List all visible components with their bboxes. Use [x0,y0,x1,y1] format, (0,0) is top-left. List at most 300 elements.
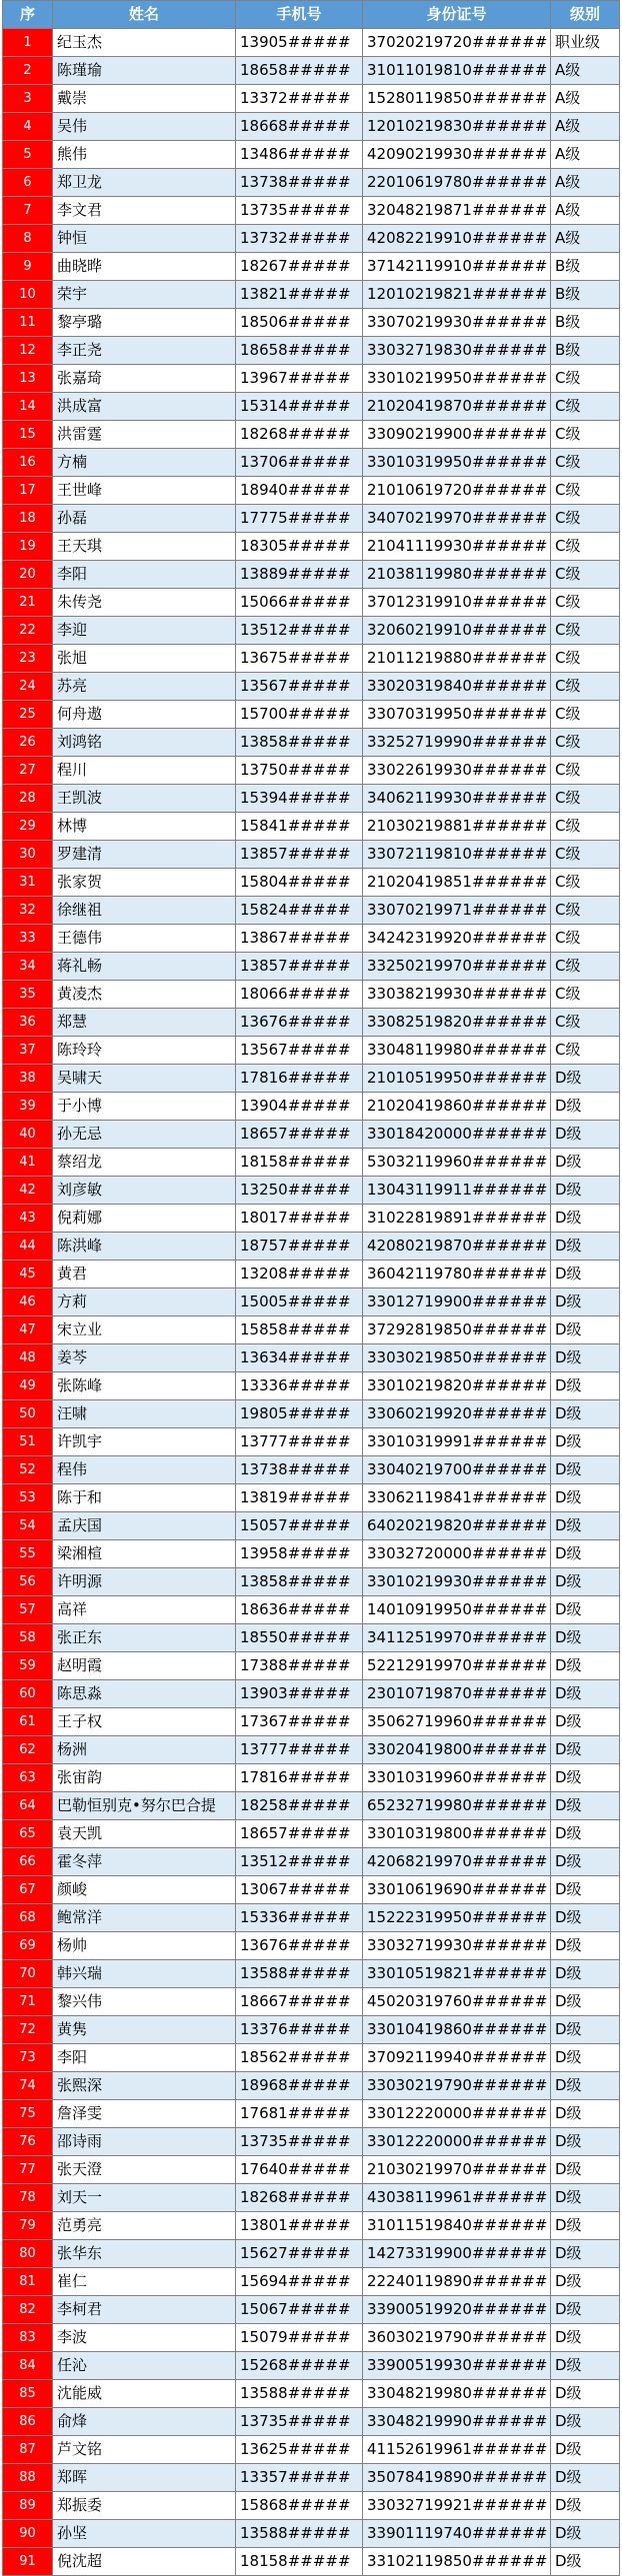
cell-level[interactable]: A级 [551,57,620,85]
cell-phone[interactable]: 15700##### [236,701,363,729]
cell-name[interactable]: 王子权 [53,1708,236,1736]
cell-level[interactable]: D级 [551,2100,620,2128]
cell-name[interactable]: 邵诗雨 [53,2128,236,2156]
cell-name[interactable]: 俞烽 [53,2408,236,2436]
cell-id-number[interactable]: 33082519820###### [363,1009,551,1037]
cell-level[interactable]: D级 [551,1540,620,1568]
cell-level[interactable]: D级 [551,1988,620,2016]
cell-index[interactable]: 67 [3,1876,53,1904]
cell-id-number[interactable]: 33250219970###### [363,953,551,981]
cell-index[interactable]: 7 [3,197,53,225]
cell-name[interactable]: 苏亮 [53,673,236,701]
cell-index[interactable]: 44 [3,1233,53,1261]
cell-phone[interactable]: 13857##### [236,953,363,981]
cell-phone[interactable]: 13706##### [236,449,363,477]
cell-index[interactable]: 21 [3,589,53,617]
cell-name[interactable]: 郑慧 [53,1009,236,1037]
cell-index[interactable]: 31 [3,869,53,897]
cell-level[interactable]: D级 [551,2240,620,2268]
cell-level[interactable]: C级 [551,645,620,673]
cell-name[interactable]: 李迎 [53,617,236,645]
cell-phone[interactable]: 13735##### [236,197,363,225]
cell-index[interactable]: 48 [3,1344,53,1372]
cell-index[interactable]: 64 [3,1792,53,1820]
cell-id-number[interactable]: 37092119940###### [363,2044,551,2072]
cell-id-number[interactable]: 31011519840###### [363,2212,551,2240]
cell-level[interactable]: C级 [551,841,620,869]
cell-name[interactable]: 程伟 [53,1456,236,1484]
cell-phone[interactable]: 17388##### [236,1652,363,1680]
cell-level[interactable]: D级 [551,1484,620,1512]
cell-name[interactable]: 宋立业 [53,1316,236,1344]
cell-id-number[interactable]: 33030219790###### [363,2072,551,2100]
cell-level[interactable]: A级 [551,113,620,141]
cell-id-number[interactable]: 33022619930###### [363,757,551,785]
cell-name[interactable]: 李波 [53,2324,236,2352]
cell-level[interactable]: B级 [551,253,620,281]
cell-phone[interactable]: 17775##### [236,505,363,533]
cell-level[interactable]: D级 [551,1093,620,1121]
cell-phone[interactable]: 13357##### [236,2464,363,2492]
cell-name[interactable]: 李柯君 [53,2296,236,2324]
cell-phone[interactable]: 13567##### [236,673,363,701]
cell-name[interactable]: 芦文铭 [53,2436,236,2464]
cell-name[interactable]: 孙磊 [53,505,236,533]
cell-id-number[interactable]: 33010519821###### [363,1960,551,1988]
cell-index[interactable]: 41 [3,1149,53,1177]
cell-name[interactable]: 陈瑾瑜 [53,57,236,85]
cell-level[interactable]: D级 [551,2436,620,2464]
cell-level[interactable]: D级 [551,1596,620,1624]
cell-level[interactable]: D级 [551,1876,620,1904]
cell-phone[interactable]: 19805##### [236,1400,363,1428]
cell-level[interactable]: C级 [551,981,620,1009]
cell-index[interactable]: 57 [3,1596,53,1624]
cell-phone[interactable]: 13858##### [236,729,363,757]
cell-level[interactable]: C级 [551,757,620,785]
cell-index[interactable]: 5 [3,141,53,169]
cell-index[interactable]: 87 [3,2436,53,2464]
cell-name[interactable]: 蔡绍龙 [53,1149,236,1177]
cell-name[interactable]: 倪莉娜 [53,1205,236,1233]
cell-name[interactable]: 曲晓晔 [53,253,236,281]
cell-level[interactable]: D级 [551,2464,620,2492]
cell-phone[interactable]: 13777##### [236,1428,363,1456]
cell-index[interactable]: 52 [3,1456,53,1484]
cell-level[interactable]: D级 [551,1904,620,1932]
cell-id-number[interactable]: 33010219820###### [363,1372,551,1400]
cell-index[interactable]: 79 [3,2212,53,2240]
cell-level[interactable]: C级 [551,561,620,589]
cell-level[interactable]: C级 [551,673,620,701]
cell-name[interactable]: 鲍常洋 [53,1904,236,1932]
cell-id-number[interactable]: 37142119910###### [363,253,551,281]
cell-level[interactable]: C级 [551,785,620,813]
cell-name[interactable]: 韩兴瑞 [53,1960,236,1988]
cell-level[interactable]: A级 [551,169,620,197]
cell-name[interactable]: 许凯宇 [53,1428,236,1456]
cell-name[interactable]: 黄隽 [53,2016,236,2044]
cell-index[interactable]: 74 [3,2072,53,2100]
cell-id-number[interactable]: 33010619690###### [363,1876,551,1904]
cell-name[interactable]: 何舟遨 [53,701,236,729]
cell-id-number[interactable]: 33070219930###### [363,309,551,337]
cell-phone[interactable]: 15067##### [236,2296,363,2324]
cell-name[interactable]: 杨洲 [53,1736,236,1764]
cell-id-number[interactable]: 33038219930###### [363,981,551,1009]
cell-phone[interactable]: 13735##### [236,2128,363,2156]
cell-index[interactable]: 84 [3,2352,53,2380]
cell-index[interactable]: 45 [3,1261,53,1288]
cell-phone[interactable]: 18668##### [236,113,363,141]
cell-id-number[interactable]: 33070219971###### [363,897,551,925]
cell-phone[interactable]: 17640##### [236,2156,363,2184]
cell-name[interactable]: 洪雷霆 [53,421,236,449]
cell-level[interactable]: C级 [551,365,620,393]
cell-phone[interactable]: 13821##### [236,281,363,309]
header-id-number[interactable]: 身份证号 [363,1,551,29]
cell-id-number[interactable]: 33010319991###### [363,1428,551,1456]
cell-id-number[interactable]: 21020419860###### [363,1093,551,1121]
cell-id-number[interactable]: 33032719930###### [363,1932,551,1960]
cell-index[interactable]: 71 [3,1988,53,2016]
cell-name[interactable]: 陈思淼 [53,1680,236,1708]
cell-phone[interactable]: 15868##### [236,2492,363,2520]
cell-name[interactable]: 刘鸿铭 [53,729,236,757]
cell-index[interactable]: 37 [3,1037,53,1065]
cell-index[interactable]: 53 [3,1484,53,1512]
cell-id-number[interactable]: 37012319910###### [363,589,551,617]
cell-name[interactable]: 颜峻 [53,1876,236,1904]
cell-index[interactable]: 65 [3,1820,53,1848]
cell-level[interactable]: D级 [551,1177,620,1205]
cell-name[interactable]: 张嘉琦 [53,365,236,393]
cell-level[interactable]: D级 [551,2380,620,2408]
cell-id-number[interactable]: 33252719990###### [363,729,551,757]
cell-id-number[interactable]: 34070219970###### [363,505,551,533]
cell-level[interactable]: D级 [551,1261,620,1288]
cell-phone[interactable]: 13735##### [236,2408,363,2436]
cell-phone[interactable]: 13967##### [236,365,363,393]
cell-id-number[interactable]: 21030219881###### [363,813,551,841]
cell-index[interactable]: 33 [3,925,53,953]
cell-phone[interactable]: 13738##### [236,1456,363,1484]
cell-name[interactable]: 陈玲玲 [53,1037,236,1065]
cell-id-number[interactable]: 21038119980###### [363,561,551,589]
cell-index[interactable]: 8 [3,225,53,253]
cell-id-number[interactable]: 33012719900###### [363,1288,551,1316]
cell-id-number[interactable]: 21030219970###### [363,2156,551,2184]
cell-name[interactable]: 洪成富 [53,393,236,421]
cell-level[interactable]: C级 [551,813,620,841]
header-name[interactable]: 姓名 [53,1,236,29]
cell-level[interactable]: A级 [551,225,620,253]
cell-phone[interactable]: 13676##### [236,1932,363,1960]
cell-index[interactable]: 6 [3,169,53,197]
cell-phone[interactable]: 15057##### [236,1512,363,1540]
cell-level[interactable]: D级 [551,2072,620,2100]
cell-phone[interactable]: 15066##### [236,589,363,617]
cell-index[interactable]: 47 [3,1316,53,1344]
cell-phone[interactable]: 18657##### [236,1121,363,1149]
cell-index[interactable]: 30 [3,841,53,869]
cell-id-number[interactable]: 21020419870###### [363,393,551,421]
cell-name[interactable]: 黄君 [53,1261,236,1288]
cell-index[interactable]: 82 [3,2296,53,2324]
cell-phone[interactable]: 15005##### [236,1288,363,1316]
cell-name[interactable]: 沈能威 [53,2380,236,2408]
cell-level[interactable]: C级 [551,953,620,981]
cell-id-number[interactable]: 33018420000###### [363,1121,551,1149]
cell-index[interactable]: 59 [3,1652,53,1680]
cell-level[interactable]: A级 [551,197,620,225]
cell-level[interactable]: D级 [551,2128,620,2156]
cell-name[interactable]: 张旭 [53,645,236,673]
cell-index[interactable]: 68 [3,1904,53,1932]
cell-index[interactable]: 63 [3,1764,53,1792]
cell-id-number[interactable]: 37020219720###### [363,29,551,57]
cell-level[interactable]: D级 [551,1624,620,1652]
cell-phone[interactable]: 13675##### [236,645,363,673]
cell-id-number[interactable]: 43038119961###### [363,2184,551,2212]
cell-id-number[interactable]: 22010619780###### [363,169,551,197]
cell-name[interactable]: 张天澄 [53,2156,236,2184]
cell-index[interactable]: 46 [3,1288,53,1316]
cell-index[interactable]: 3 [3,85,53,113]
cell-name[interactable]: 孙坚 [53,2520,236,2548]
cell-phone[interactable]: 18658##### [236,57,363,85]
cell-id-number[interactable]: 35078419890###### [363,2464,551,2492]
cell-phone[interactable]: 18658##### [236,337,363,365]
cell-index[interactable]: 26 [3,729,53,757]
cell-name[interactable]: 霍冬萍 [53,1848,236,1876]
cell-phone[interactable]: 15858##### [236,1316,363,1344]
cell-phone[interactable]: 18636##### [236,1596,363,1624]
cell-level[interactable]: D级 [551,1288,620,1316]
cell-name[interactable]: 王天琪 [53,533,236,561]
cell-index[interactable]: 24 [3,673,53,701]
cell-index[interactable]: 14 [3,393,53,421]
cell-name[interactable]: 李阳 [53,561,236,589]
cell-phone[interactable]: 13867##### [236,925,363,953]
cell-name[interactable]: 张陈峰 [53,1372,236,1400]
cell-name[interactable]: 熊伟 [53,141,236,169]
cell-phone[interactable]: 18158##### [236,1149,363,1177]
cell-name[interactable]: 戴崇 [53,85,236,113]
cell-name[interactable]: 郑振委 [53,2492,236,2520]
cell-level[interactable]: D级 [551,1428,620,1456]
cell-id-number[interactable]: 33102119850###### [363,2548,551,2576]
cell-id-number[interactable]: 21020419851###### [363,869,551,897]
cell-level[interactable]: C级 [551,1037,620,1065]
cell-phone[interactable]: 13738##### [236,169,363,197]
cell-id-number[interactable]: 32048219871###### [363,197,551,225]
cell-index[interactable]: 54 [3,1512,53,1540]
cell-id-number[interactable]: 42080219870###### [363,1233,551,1261]
cell-id-number[interactable]: 34062119930###### [363,785,551,813]
cell-level[interactable]: D级 [551,2212,620,2240]
cell-name[interactable]: 姜芩 [53,1344,236,1372]
cell-id-number[interactable]: 52212919970###### [363,1652,551,1680]
cell-phone[interactable]: 15394##### [236,785,363,813]
cell-id-number[interactable]: 33901119740###### [363,2520,551,2548]
cell-id-number[interactable]: 31022819891###### [363,1205,551,1233]
cell-id-number[interactable]: 33012220000###### [363,2128,551,2156]
cell-name[interactable]: 黎兴伟 [53,1988,236,2016]
cell-id-number[interactable]: 13043119911###### [363,1177,551,1205]
header-level[interactable]: 级别 [551,1,620,29]
cell-phone[interactable]: 13905##### [236,29,363,57]
cell-index[interactable]: 35 [3,981,53,1009]
cell-index[interactable]: 58 [3,1624,53,1652]
cell-index[interactable]: 25 [3,701,53,729]
cell-level[interactable]: A级 [551,85,620,113]
cell-level[interactable]: D级 [551,2492,620,2520]
cell-id-number[interactable]: 33060219920###### [363,1400,551,1428]
cell-id-number[interactable]: 33062119841###### [363,1484,551,1512]
cell-level[interactable]: C级 [551,589,620,617]
cell-name[interactable]: 张熙深 [53,2072,236,2100]
cell-index[interactable]: 49 [3,1372,53,1400]
cell-id-number[interactable]: 21010619720###### [363,477,551,505]
cell-name[interactable]: 张家贺 [53,869,236,897]
cell-phone[interactable]: 13676##### [236,1009,363,1037]
cell-index[interactable]: 61 [3,1708,53,1736]
cell-name[interactable]: 王德伟 [53,925,236,953]
cell-id-number[interactable]: 33020419800###### [363,1736,551,1764]
cell-name[interactable]: 梁湘楦 [53,1540,236,1568]
cell-phone[interactable]: 15314##### [236,393,363,421]
cell-level[interactable]: 职业级 [551,29,620,57]
cell-name[interactable]: 张正东 [53,1624,236,1652]
cell-index[interactable]: 73 [3,2044,53,2072]
cell-level[interactable]: C级 [551,729,620,757]
cell-name[interactable]: 罗建清 [53,841,236,869]
cell-id-number[interactable]: 33040219700###### [363,1456,551,1484]
cell-index[interactable]: 19 [3,533,53,561]
cell-phone[interactable]: 15268##### [236,2352,363,2380]
cell-phone[interactable]: 17681##### [236,2100,363,2128]
cell-id-number[interactable]: 33010319960###### [363,1764,551,1792]
cell-name[interactable]: 黄凌杰 [53,981,236,1009]
cell-level[interactable]: C级 [551,925,620,953]
cell-id-number[interactable]: 53032119960###### [363,1149,551,1177]
cell-id-number[interactable]: 37292819850###### [363,1316,551,1344]
cell-id-number[interactable]: 45020319760###### [363,1988,551,2016]
cell-index[interactable]: 88 [3,2464,53,2492]
cell-phone[interactable]: 18757##### [236,1233,363,1261]
cell-id-number[interactable]: 12010219821###### [363,281,551,309]
cell-id-number[interactable]: 33072119810###### [363,841,551,869]
cell-id-number[interactable]: 33010319950###### [363,449,551,477]
cell-id-number[interactable]: 33048219980###### [363,2380,551,2408]
cell-name[interactable]: 吴啸天 [53,1065,236,1093]
cell-phone[interactable]: 18940##### [236,477,363,505]
cell-phone[interactable]: 13512##### [236,617,363,645]
cell-index[interactable]: 85 [3,2380,53,2408]
cell-index[interactable]: 55 [3,1540,53,1568]
cell-name[interactable]: 郑卫龙 [53,169,236,197]
cell-level[interactable]: D级 [551,1372,620,1400]
cell-level[interactable]: D级 [551,1932,620,1960]
cell-name[interactable]: 张华东 [53,2240,236,2268]
cell-index[interactable]: 29 [3,813,53,841]
cell-index[interactable]: 15 [3,421,53,449]
cell-id-number[interactable]: 33048119980###### [363,1037,551,1065]
cell-level[interactable]: D级 [551,1512,620,1540]
cell-name[interactable]: 李正尧 [53,337,236,365]
cell-phone[interactable]: 13801##### [236,2212,363,2240]
cell-id-number[interactable]: 42090219930###### [363,141,551,169]
cell-phone[interactable]: 13588##### [236,2520,363,2548]
cell-id-number[interactable]: 12010219830###### [363,113,551,141]
cell-index[interactable]: 86 [3,2408,53,2436]
cell-id-number[interactable]: 14273319900###### [363,2240,551,2268]
cell-id-number[interactable]: 33030219850###### [363,1344,551,1372]
cell-index[interactable]: 10 [3,281,53,309]
cell-name[interactable]: 倪沈超 [53,2548,236,2576]
cell-name[interactable]: 汪啸 [53,1400,236,1428]
cell-level[interactable]: D级 [551,1792,620,1820]
cell-level[interactable]: C级 [551,701,620,729]
cell-index[interactable]: 40 [3,1121,53,1149]
cell-index[interactable]: 66 [3,1848,53,1876]
cell-phone[interactable]: 15694##### [236,2268,363,2296]
cell-level[interactable]: C级 [551,617,620,645]
cell-phone[interactable]: 13732##### [236,225,363,253]
cell-name[interactable]: 许明源 [53,1568,236,1596]
cell-level[interactable]: C级 [551,533,620,561]
cell-level[interactable]: D级 [551,2296,620,2324]
cell-id-number[interactable]: 33010219950###### [363,365,551,393]
cell-level[interactable]: C级 [551,393,620,421]
cell-name[interactable]: 巴勒恒别克•努尔巴合提 [53,1792,236,1820]
cell-phone[interactable]: 13512##### [236,1848,363,1876]
cell-index[interactable]: 42 [3,1177,53,1205]
cell-id-number[interactable]: 31011019810###### [363,57,551,85]
cell-index[interactable]: 78 [3,2184,53,2212]
cell-level[interactable]: B级 [551,337,620,365]
cell-phone[interactable]: 13889##### [236,561,363,589]
cell-index[interactable]: 12 [3,337,53,365]
cell-index[interactable]: 89 [3,2492,53,2520]
cell-phone[interactable]: 15804##### [236,869,363,897]
cell-index[interactable]: 28 [3,785,53,813]
cell-id-number[interactable]: 21041119930###### [363,533,551,561]
cell-phone[interactable]: 13588##### [236,1960,363,1988]
cell-index[interactable]: 83 [3,2324,53,2352]
cell-id-number[interactable]: 14010919950###### [363,1596,551,1624]
cell-level[interactable]: D级 [551,2268,620,2296]
cell-level[interactable]: C级 [551,477,620,505]
cell-level[interactable]: D级 [551,1960,620,1988]
cell-id-number[interactable]: 15222319950###### [363,1904,551,1932]
cell-index[interactable]: 9 [3,253,53,281]
cell-phone[interactable]: 17367##### [236,1708,363,1736]
cell-phone[interactable]: 13486##### [236,141,363,169]
cell-level[interactable]: D级 [551,1764,620,1792]
cell-phone[interactable]: 13372##### [236,85,363,113]
cell-phone[interactable]: 18268##### [236,421,363,449]
cell-index[interactable]: 34 [3,953,53,981]
cell-phone[interactable]: 13750##### [236,757,363,785]
cell-level[interactable]: D级 [551,1652,620,1680]
cell-index[interactable]: 75 [3,2100,53,2128]
cell-level[interactable]: D级 [551,1121,620,1149]
cell-level[interactable]: D级 [551,1736,620,1764]
cell-phone[interactable]: 15627##### [236,2240,363,2268]
cell-phone[interactable]: 13777##### [236,1736,363,1764]
